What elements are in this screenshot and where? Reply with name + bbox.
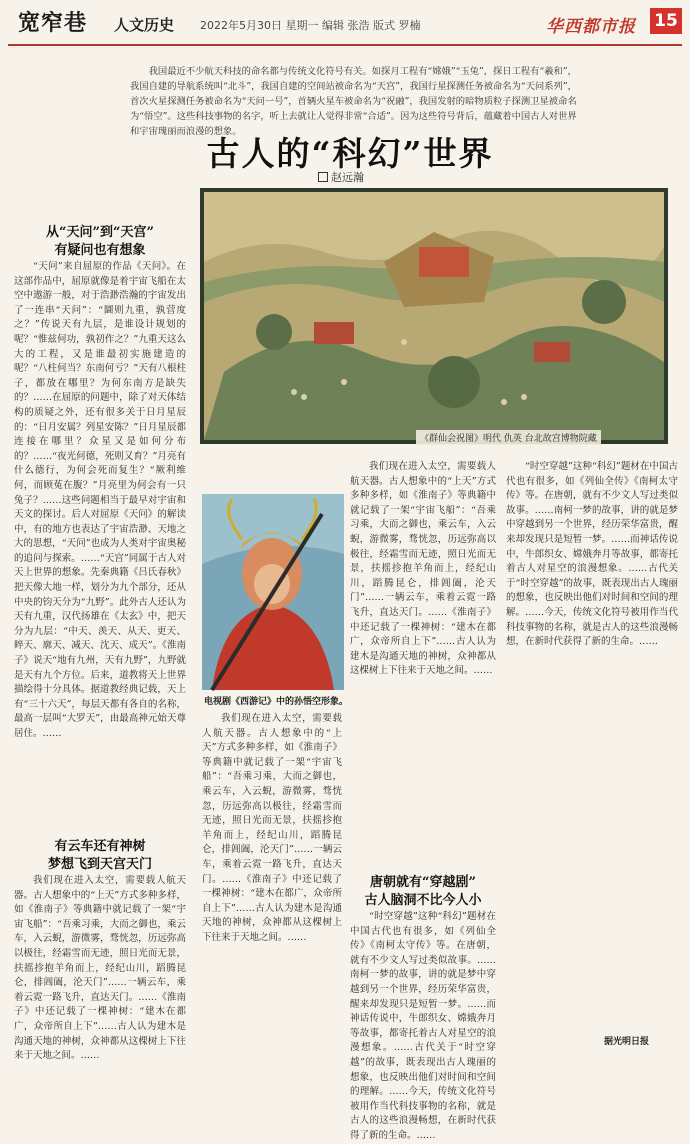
section2-body: 我们现在进入太空，需要载人航天器。古人想象中的“上天”方式多种多样，如《淮南子》等典籍中就记载了一架“宇宙飞船”：“吾乘习乘，大而之御也，乘云车，入云蜺，游微雾，骛恍忽，历远弥高以极往，经霜雪而无迹，照日光而无景，扶摇抮抱羊角而上，经纪山川，蹈腾昆仑，排阊阖，沦天门”……一辆云车，乘着云霓一路飞升，直达天门。……《淮南子》中还记载了一棵神树：“建木在都广，众帝所自上下”……古人认为建木是沟通天地的神树，众神都从这棵树上下往来于天地之间。…… — [14, 875, 186, 1062]
section2-heading-line2: 梦想飞到天宫天门 — [47, 857, 152, 872]
painting-image — [200, 188, 668, 444]
source-credit: 据光明日报 — [604, 1037, 650, 1047]
section2-heading-line1: 有云车还有神树 — [54, 839, 146, 854]
section3-heading-line1: 唐朝就有“穿越剧” — [370, 875, 476, 890]
section2-continued-2: 我们现在进入太空，需要载人航天器。古人想象中的“上天”方式多种多样，如《淮南子》等典籍中就记载了一架“宇宙飞船”：“吾乘习乘，大而之御也，乘云车，入云蜺，游微雾，骛恍忽，历远弥高以极往，经霜雪而无迹，照日光而无景，扶摇抮抱羊角而上，经纪山川，蹈腾昆仑，排阊阖，沦天门”……一辆云车，乘着云霓一路飞升，直达天门。……《淮南子》中还记载了一棵神树：“建木在都广，众帝所自上下”……古人认为建木是沟通天地的神树，众神都从这棵树上下往来于天地之间。…… — [350, 461, 496, 677]
section1-body: “天问”来自屈原的作品《天问》。在这部作品中，屈原就像是着宇宙飞船在太空中遨游一般，对于浩渺浩瀚的宇宙发出了一连串“天问”：“圜则九重，孰营度之？”传说天有九层，是谁设计规划的呢？“惟兹何功，孰初作之？”九重天这么大的工程，又是谁最初实施建造的呢？“八柱何当？东南何亏？”天有八根柱子，都放在哪里？为何东南方是缺失的？……在屈原的问题中，除了对天体结构的质疑之外，还有很多关于日月星辰的：“日月安属？列星安陈？”日月星辰都连接在哪里？众星又是如何分布的？……“夜光何德，死则又育？”月亮有什么德行，为何会死而复生？“厥利维何，而顾菟在腹？”月亮里为何会有一只兔子？……这些问题相当于最早对宇宙和天文的探讨。后人对屈原《天问》的解读中，有的地方也表达了宇宙浩渺、天地之大的思想，“天问”也成为人类对宇宙奥秘的追问与探索。……“天宫”同属于古人对天上世界的想象。先秦典籍《吕氏春秋》把天像大地一样，划分为九个部分，还从中央的钧天分为“九野”。此外古人还认为天有九重，汉代扬雄在《太玄》中，把天分为九层：“中天、羡天、从天、更天、睟天、廓天、减天、沈天、成天”。《淮南子》说天“地有九州，天有九野”，九野就是天有九个方位。后来，道教将天上世界描绘得十分具体。据道教经典记载，天上有“三十六天”，每层天都有各自的名称，最高一层叫“大罗天”，由最高神元始天尊居住。…… — [14, 261, 186, 739]
section3-heading-line2: 古人脑洞不比今人小 — [364, 893, 482, 908]
byline — [318, 169, 364, 185]
monkey-king-photo — [202, 494, 344, 690]
section1-heading-line2: 有疑问也有想象 — [54, 243, 146, 258]
left-column — [14, 224, 186, 1062]
masthead-logo: 华西都市报 — [546, 17, 636, 37]
photo-caption: 电视剧《西游记》中的孙悟空形象。 — [203, 697, 348, 707]
page-number: 15 — [650, 8, 682, 34]
section1-heading-line1: 从“天问”到“天宫” — [46, 225, 154, 240]
section3-continued: “时空穿越”这种“科幻”题材在中国古代也有很多，如《列仙全传》《南柯太守传》等。在唐朝，就有不少文人写过类似故事。……南柯一梦的故事，讲的就是梦中穿越到另一个世界，经历荣华富贵，醒来却发现只是短暂一梦。……而神话传说中，牛郎织女、嫦娥奔月等故事，都寄托着古人对星空的浪漫想象。……古代关于“时空穿越”的故事，既表现出古人瑰丽的想象，也反映出他们对时间和空间的理解。……今天，传统文化符号被用作当代科技事物的名称，就是古人的这些浪漫畅想，在新时代获得了新的生命。…… — [506, 461, 678, 648]
painting-caption: 《群仙会祝图》明代 仇英 台北故宫博物院藏 — [416, 430, 601, 445]
right-column — [506, 460, 678, 1044]
section3-body: “时空穿越”这种“科幻”题材在中国古代也有很多，如《列仙全传》《南柯太守传》等。在唐朝，就有不少文人写过类似故事。……南柯一梦的故事，讲的就是梦中穿越到另一个世界，经历荣华富贵，醒来却发现只是短暂一梦。……而神话传说中，牛郎织女、嫦娥奔月等故事，都寄托着古人对星空的浪漫想象。……古代关于“时空穿越”的故事，既表现出古人瑰丽的想象，也反映出他们对时间和空间的理解。……今天，传统文化符号被用作当代科技事物的名称，就是古人的这些浪漫畅想，在新时代获得了新的生命。…… — [350, 911, 496, 1141]
article-title: 古人的“科幻”世界 — [206, 134, 494, 173]
intro-paragraph: 我国最近不少航天科技的命名都与传统文化符号有关。如探月工程有“嫦娥”“玉兔”，探日工程有“羲和”，我国自建的导航系统叫“北斗”，我国自建的空间站被命名为“天宫”，我国行星探测任务被命名为“天问系列”，首次火星探测任务被命名为“天问一号”，首辆火星车被命名为“祝融”，我国发射的暗物质粒子探测卫星被命名为“悟空”。这些科技事物的名字，听上去就让人觉得非常“合适”。因为这些符号背后，蕴藏着中国古人对世界和宇宙瑰丽而浪漫的想象。 — [130, 66, 577, 137]
issue-meta: 2022年5月30日 星期一 编辑 张浩 版式 罗楠 — [200, 19, 421, 32]
section-name: 人文历史 — [114, 16, 175, 34]
section2-continued: 我们现在进入太空，需要载人航天器。古人想象中的“上天”方式多种多样，如《淮南子》等典籍中就记载了一架“宇宙飞船”：“吾乘习乘，大而之御也，乘云车，入云蜺，游微雾，骛恍忽，历远弥高以极往，经霜雪而无迹，照日光而无景，扶摇抮抱羊角而上，经纪山川，蹈腾昆仑，排阊阖，沦天门”……一辆云车，乘着云霓一路飞升，直达天门。……《淮南子》中还记载了一棵神树：“建木在都广，众帝所自上下”……古人认为建木是沟通天地的神树，众神都从这棵树上下往来于天地之间。…… — [202, 713, 342, 943]
column-title: 宽窄巷 — [18, 10, 88, 36]
author-box-icon — [318, 172, 328, 182]
middle-left-column — [202, 712, 342, 1044]
author-name: 赵远瀚 — [331, 171, 364, 184]
middle-right-column — [350, 460, 496, 1141]
header-rule — [8, 44, 682, 46]
